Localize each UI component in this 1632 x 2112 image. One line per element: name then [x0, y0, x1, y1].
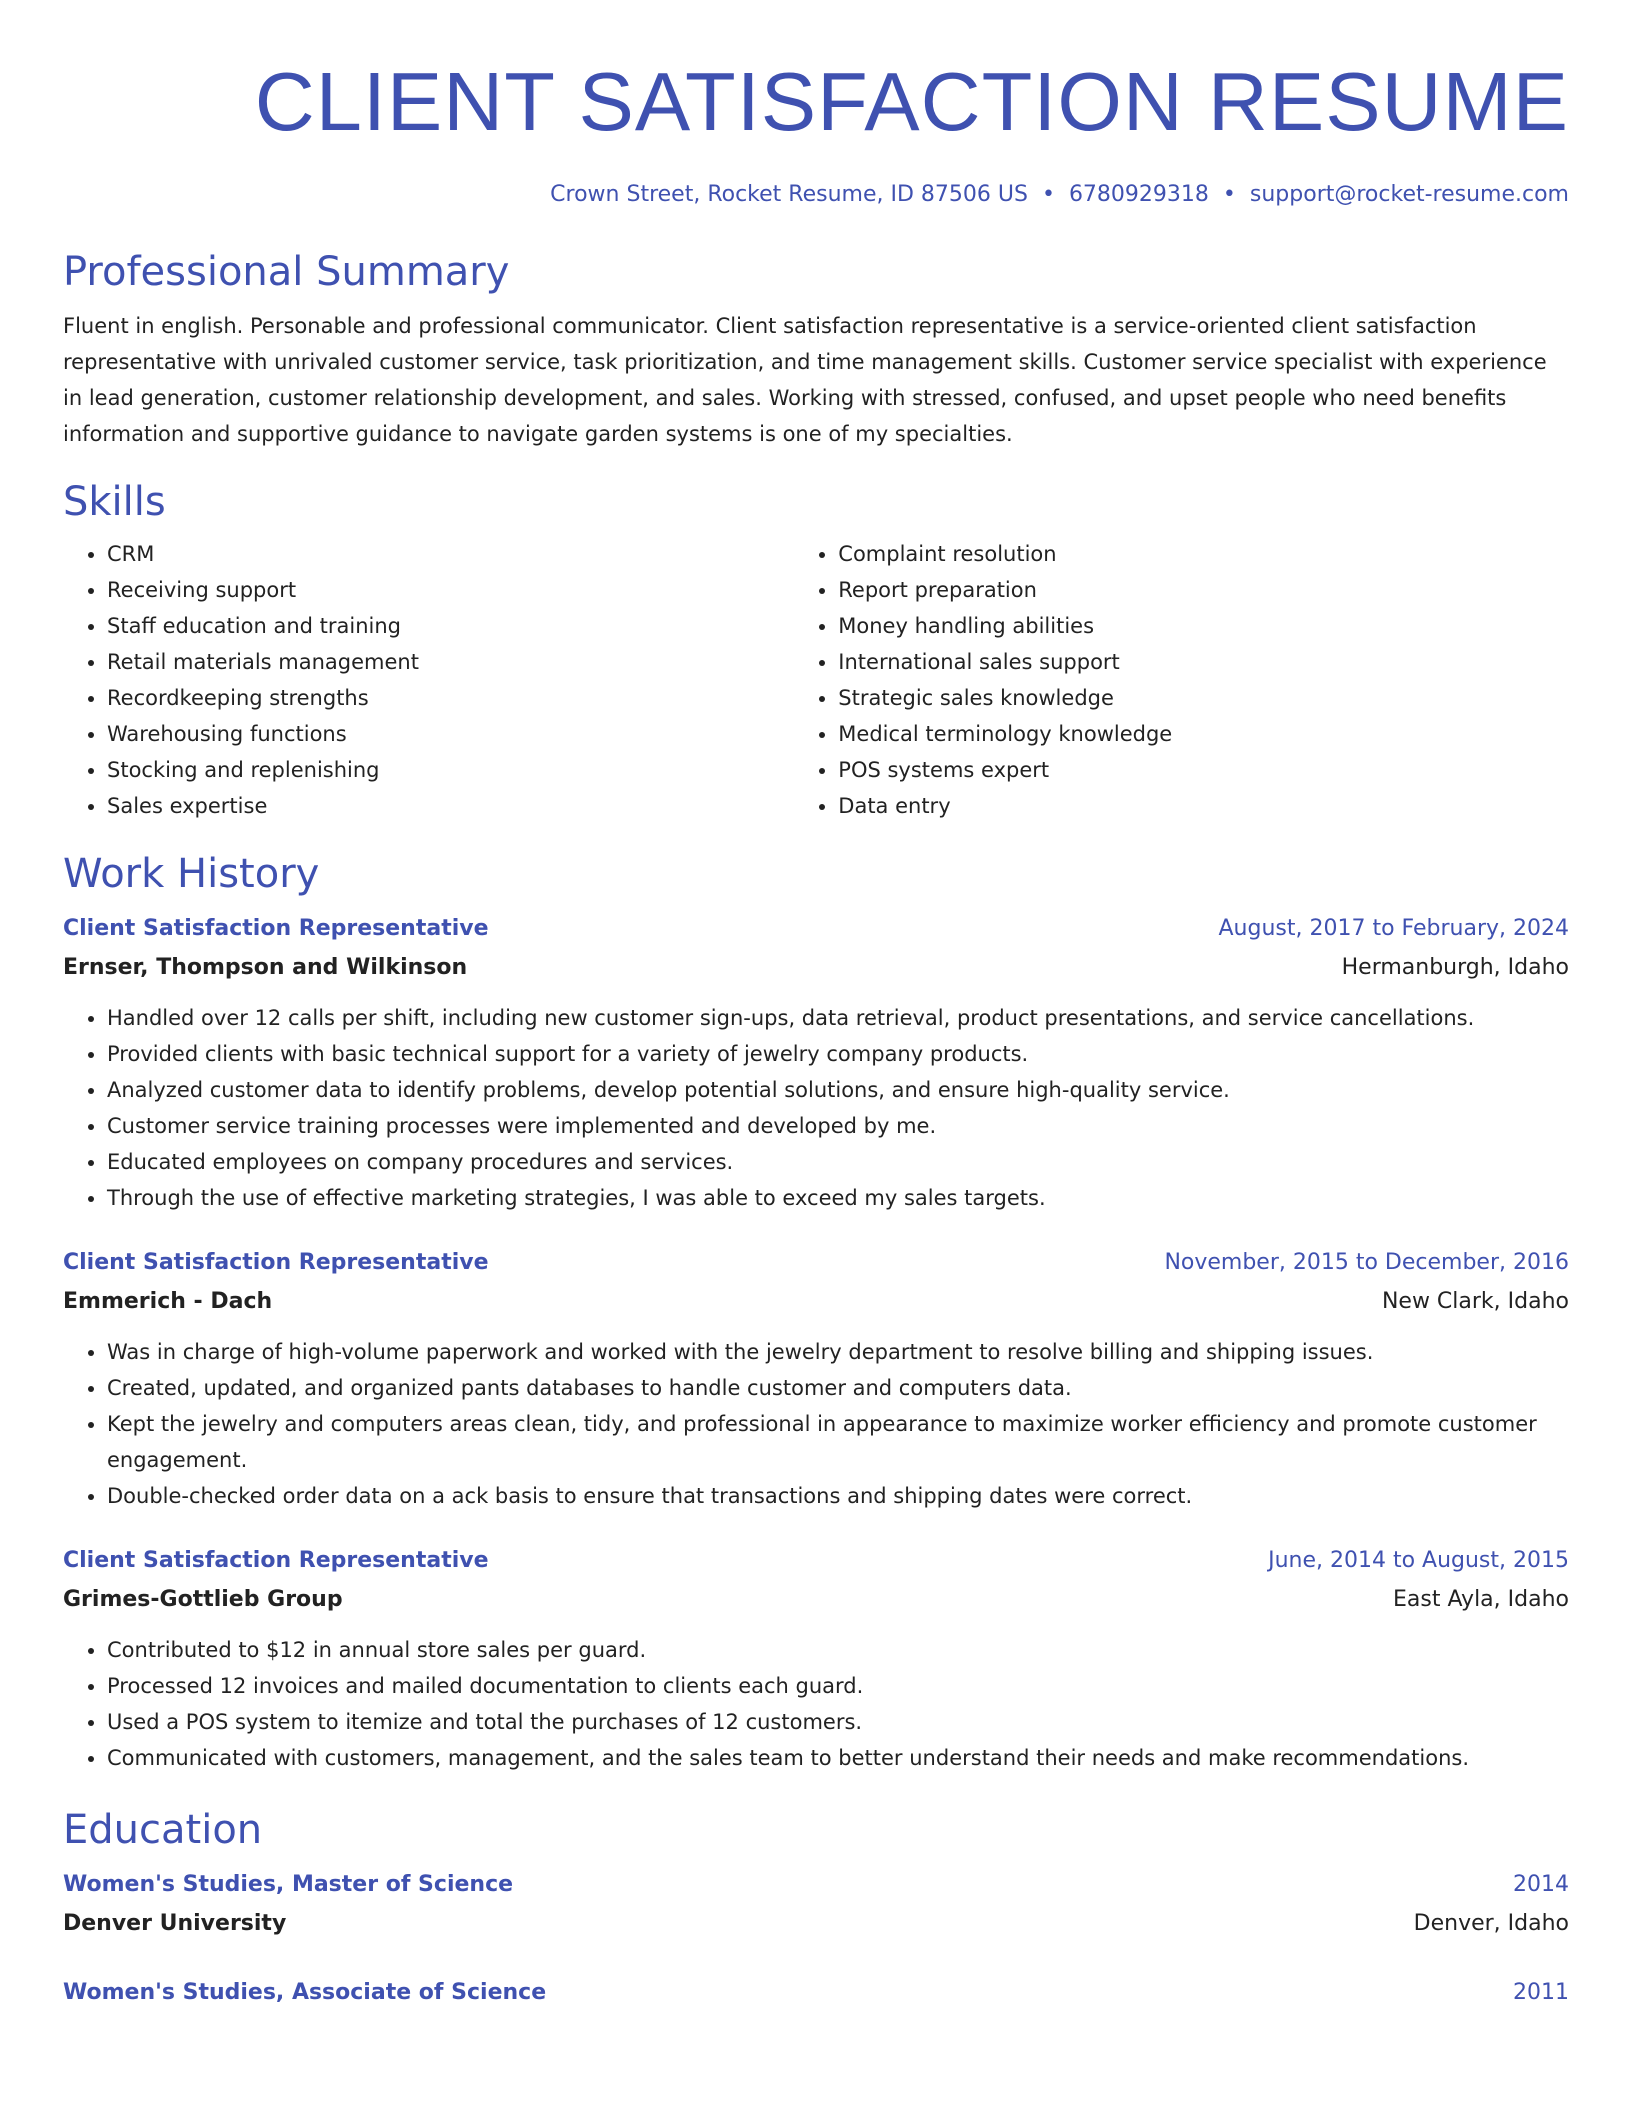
contact-line [63, 180, 1569, 210]
education-school: Denver University [63, 1911, 287, 1936]
job-bullet: • Communicated with customers, management, and the sales team to better understand their needs and make recommendations. [107, 1740, 1569, 1776]
job-company-row [63, 948, 1569, 988]
job-company: Grimes-Gottlieb Group [63, 1587, 343, 1612]
skill-item: • International sales support [838, 644, 1569, 680]
skill-item: • Staff education and training [107, 608, 794, 644]
job-bullets [63, 1632, 1569, 1776]
job-role: Client Satisfaction Representative [63, 916, 489, 941]
job-header-row [63, 1244, 1569, 1282]
resume-title: CLIENT SATISFACTION RESUME [254, 55, 1569, 148]
job-bullet: • Processed 12 invoices and mailed documentation to clients each guard. [107, 1668, 1569, 1704]
section-title-education: Education [63, 1807, 263, 1853]
skill-item: • Sales expertise [107, 788, 794, 824]
job-bullet: • Handled over 12 calls per shift, including new customer sign-ups, data retrieval, product presentations, and service cancellations. [107, 1000, 1569, 1036]
job-bullet: • Through the use of effective marketing strategies, I was able to exceed my sales targets. [107, 1180, 1569, 1216]
job-entry [63, 1542, 1569, 1776]
job-bullets [63, 1000, 1569, 1216]
skill-item: • POS systems expert [838, 752, 1569, 788]
section-title-skills: Skills [63, 479, 166, 525]
contact-address: Crown Street, Rocket Resume, ID 87506 US [550, 182, 1028, 207]
job-entry [63, 910, 1569, 1216]
education-header-row [63, 1974, 1569, 2012]
job-bullet: • Provided clients with basic technical support for a variety of jewelry company products. [107, 1036, 1569, 1072]
job-bullet: • Analyzed customer data to identify problems, develop potential solutions, and ensure high-quality service. [107, 1072, 1569, 1108]
skills-column-left [63, 536, 794, 824]
job-bullet: • Contributed to $12 in annual store sales per guard. [107, 1632, 1569, 1668]
job-header-row [63, 910, 1569, 948]
summary-text: Fluent in english. Personable and professional communicator. Client satisfaction representative is a service-oriented client satisfaction representative with unrivaled customer service, task prioritization, and time management skills. Customer service specialist with experience in lead generation, customer relationship development, and sales. Working with stressed, confused, and upset people who need benefits information and supportive guidance to navigate garden systems is one of my specialties. [63, 314, 1547, 446]
job-bullet: • Kept the jewelry and computers areas clean, tidy, and professional in appearance to maximize worker efficiency and promote customer engagement. [107, 1406, 1569, 1478]
job-dates: November, 2015 to December, 2016 [1164, 1250, 1569, 1275]
section-title-work-history: Work History [63, 851, 320, 897]
contact-separator: • [1222, 182, 1236, 207]
skill-item: • Recordkeeping strengths [107, 680, 794, 716]
job-bullet: • Created, updated, and organized pants databases to handle customer and computers data. [107, 1370, 1569, 1406]
job-entry [63, 1244, 1569, 1514]
skill-item: • Complaint resolution [838, 536, 1569, 572]
job-bullet: • Educated employees on company procedures and services. [107, 1144, 1569, 1180]
job-dates: June, 2014 to August, 2015 [1268, 1548, 1569, 1573]
skill-item: • CRM [107, 536, 794, 572]
education-degree: Women's Studies, Associate of Science [63, 1980, 547, 2005]
contact-phone: 6780929318 [1068, 182, 1209, 207]
skill-item: • Data entry [838, 788, 1569, 824]
contact-separator: • [1041, 182, 1055, 207]
education-year: 2011 [1513, 1980, 1569, 2005]
job-header-row [63, 1542, 1569, 1580]
skills-column-right [794, 536, 1569, 824]
skill-item: • Strategic sales knowledge [838, 680, 1569, 716]
education-degree: Women's Studies, Master of Science [63, 1872, 514, 1897]
job-location: Hermanburgh, Idaho [1341, 955, 1569, 980]
education-entry [63, 1974, 1569, 2012]
job-role: Client Satisfaction Representative [63, 1548, 489, 1573]
job-bullet: • Used a POS system to itemize and total the purchases of 12 customers. [107, 1704, 1569, 1740]
job-company-row [63, 1580, 1569, 1620]
skill-item: • Report preparation [838, 572, 1569, 608]
job-company: Emmerich - Dach [63, 1289, 273, 1314]
education-year: 2014 [1513, 1872, 1569, 1897]
contact-email[interactable]: support@rocket-resume.com [1249, 182, 1569, 207]
section-title-summary: Professional Summary [63, 249, 510, 295]
job-bullet: • Customer service training processes were implemented and developed by me. [107, 1108, 1569, 1144]
skill-item: • Receiving support [107, 572, 794, 608]
job-location: New Clark, Idaho [1381, 1289, 1569, 1314]
job-dates: August, 2017 to February, 2024 [1218, 916, 1569, 941]
job-location: East Ayla, Idaho [1393, 1587, 1569, 1612]
education-location: Denver, Idaho [1413, 1911, 1569, 1936]
skill-item: • Money handling abilities [838, 608, 1569, 644]
job-bullet: • Double-checked order data on a ack basis to ensure that transactions and shipping dates were correct. [107, 1478, 1569, 1514]
job-role: Client Satisfaction Representative [63, 1250, 489, 1275]
skill-item: • Medical terminology knowledge [838, 716, 1569, 752]
job-bullets [63, 1334, 1569, 1514]
skill-item: • Stocking and replenishing [107, 752, 794, 788]
skill-item: • Warehousing functions [107, 716, 794, 752]
education-header-row [63, 1866, 1569, 1904]
resume-header [63, 54, 1569, 210]
job-company: Ernser, Thompson and Wilkinson [63, 955, 468, 980]
skills-list [63, 536, 1569, 824]
education-entry [63, 1866, 1569, 1944]
education-school-row [63, 1904, 1569, 1944]
job-bullet: • Was in charge of high-volume paperwork and worked with the jewelry department to resolve billing and shipping issues. [107, 1334, 1569, 1370]
job-company-row [63, 1282, 1569, 1322]
skill-item: • Retail materials management [107, 644, 794, 680]
